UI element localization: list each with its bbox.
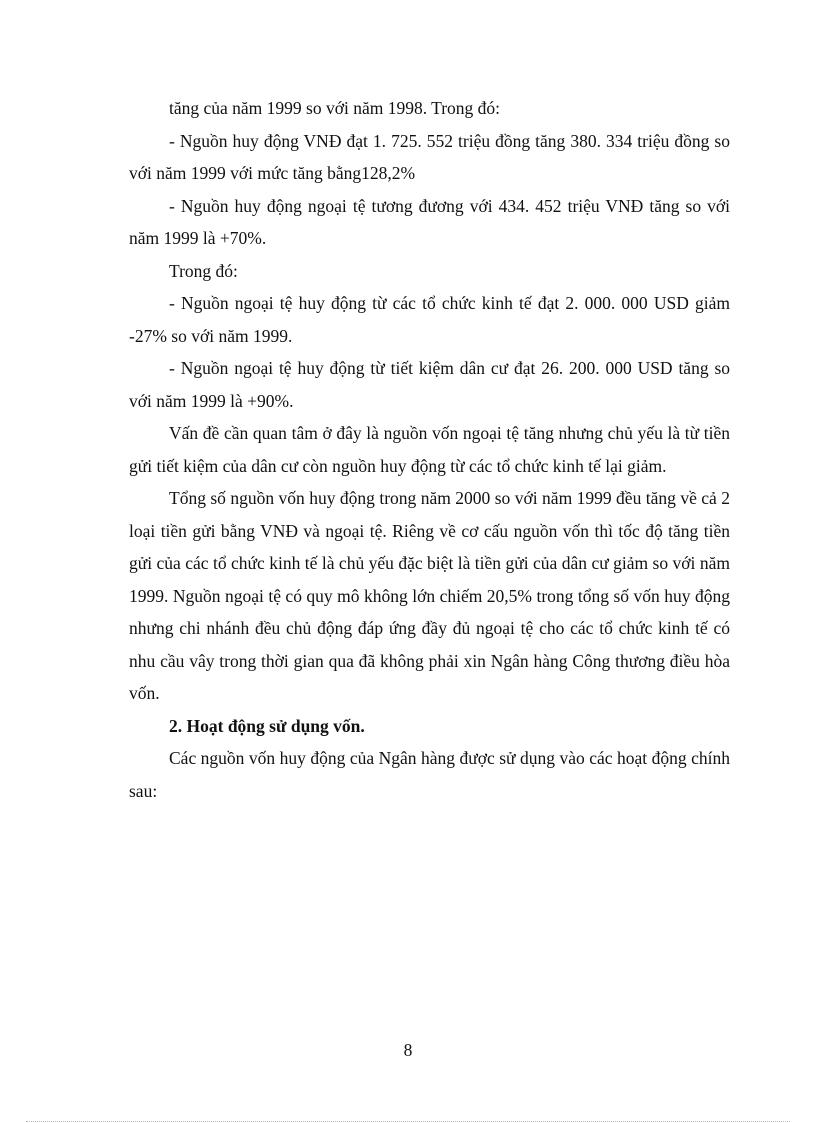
body-text — [129, 92, 730, 807]
paragraph-foreign-currency-mobilization: - Nguồn huy động ngoại tệ tương đương với 434. 452 triệu VNĐ tăng so với năm 1999 là +70%. — [129, 195, 730, 248]
paragraph-continuation: tăng của năm 1999 so với năm 1998. Trong đó: — [169, 98, 501, 118]
paragraph-capital-usage: Các nguồn vốn huy động của Ngân hàng được sử dụng vào các hoạt động chính sau: — [129, 748, 730, 801]
bottom-divider — [26, 1121, 790, 1122]
paragraph-household-savings: - Nguồn ngoại tệ huy động từ tiết kiệm dân cư đạt 26. 200. 000 USD tăng so với năm 1999 là +90%. — [129, 358, 730, 411]
paragraph-total-mobilization: Tổng số nguồn vốn huy động trong năm 2000 so với năm 1999 đều tăng về cả 2 loại tiền gửi bằng VNĐ và ngoại tệ. Riêng về cơ cấu nguồn vốn thì tốc độ tăng tiền gửi của các tổ chức kinh tế là chủ yếu đặc biệt là tiền gửi của dân cư giảm so với năm 1999. Nguồn ngoại tệ có quy mô không lớn chiếm 20,5% trong tổng số vốn huy động nhưng chi nhánh đều chủ động đáp ứng đầy đủ ngoại tệ cho các tổ chức kinh tế có nhu cầu vây trong thời gian qua đã không phải xin Ngân hàng Công thương điều hòa vốn. — [129, 488, 730, 703]
paragraph-of-which: Trong đó: — [169, 260, 238, 281]
paragraph-economic-organizations: - Nguồn ngoại tệ huy động từ các tổ chức kinh tế đạt 2. 000. 000 USD giảm -27% so với năm 1999. — [129, 293, 730, 346]
paragraph-issue-of-concern: Vấn đề cần quan tâm ở đây là nguồn vốn ngoại tệ tăng nhưng chủ yếu là từ tiền gửi tiết kiệm của dân cư còn nguồn huy động từ các tổ chức kinh tế lại giảm. — [129, 423, 730, 476]
section-heading: 2. Hoạt động sử dụng vốn. — [169, 715, 365, 736]
paragraph-vnd-mobilization: - Nguồn huy động VNĐ đạt 1. 725. 552 triệu đồng tăng 380. 334 triệu đồng so với năm 1999 với mức tăng bằng128,2% — [129, 130, 730, 183]
page-number: 8 — [403, 1040, 413, 1060]
